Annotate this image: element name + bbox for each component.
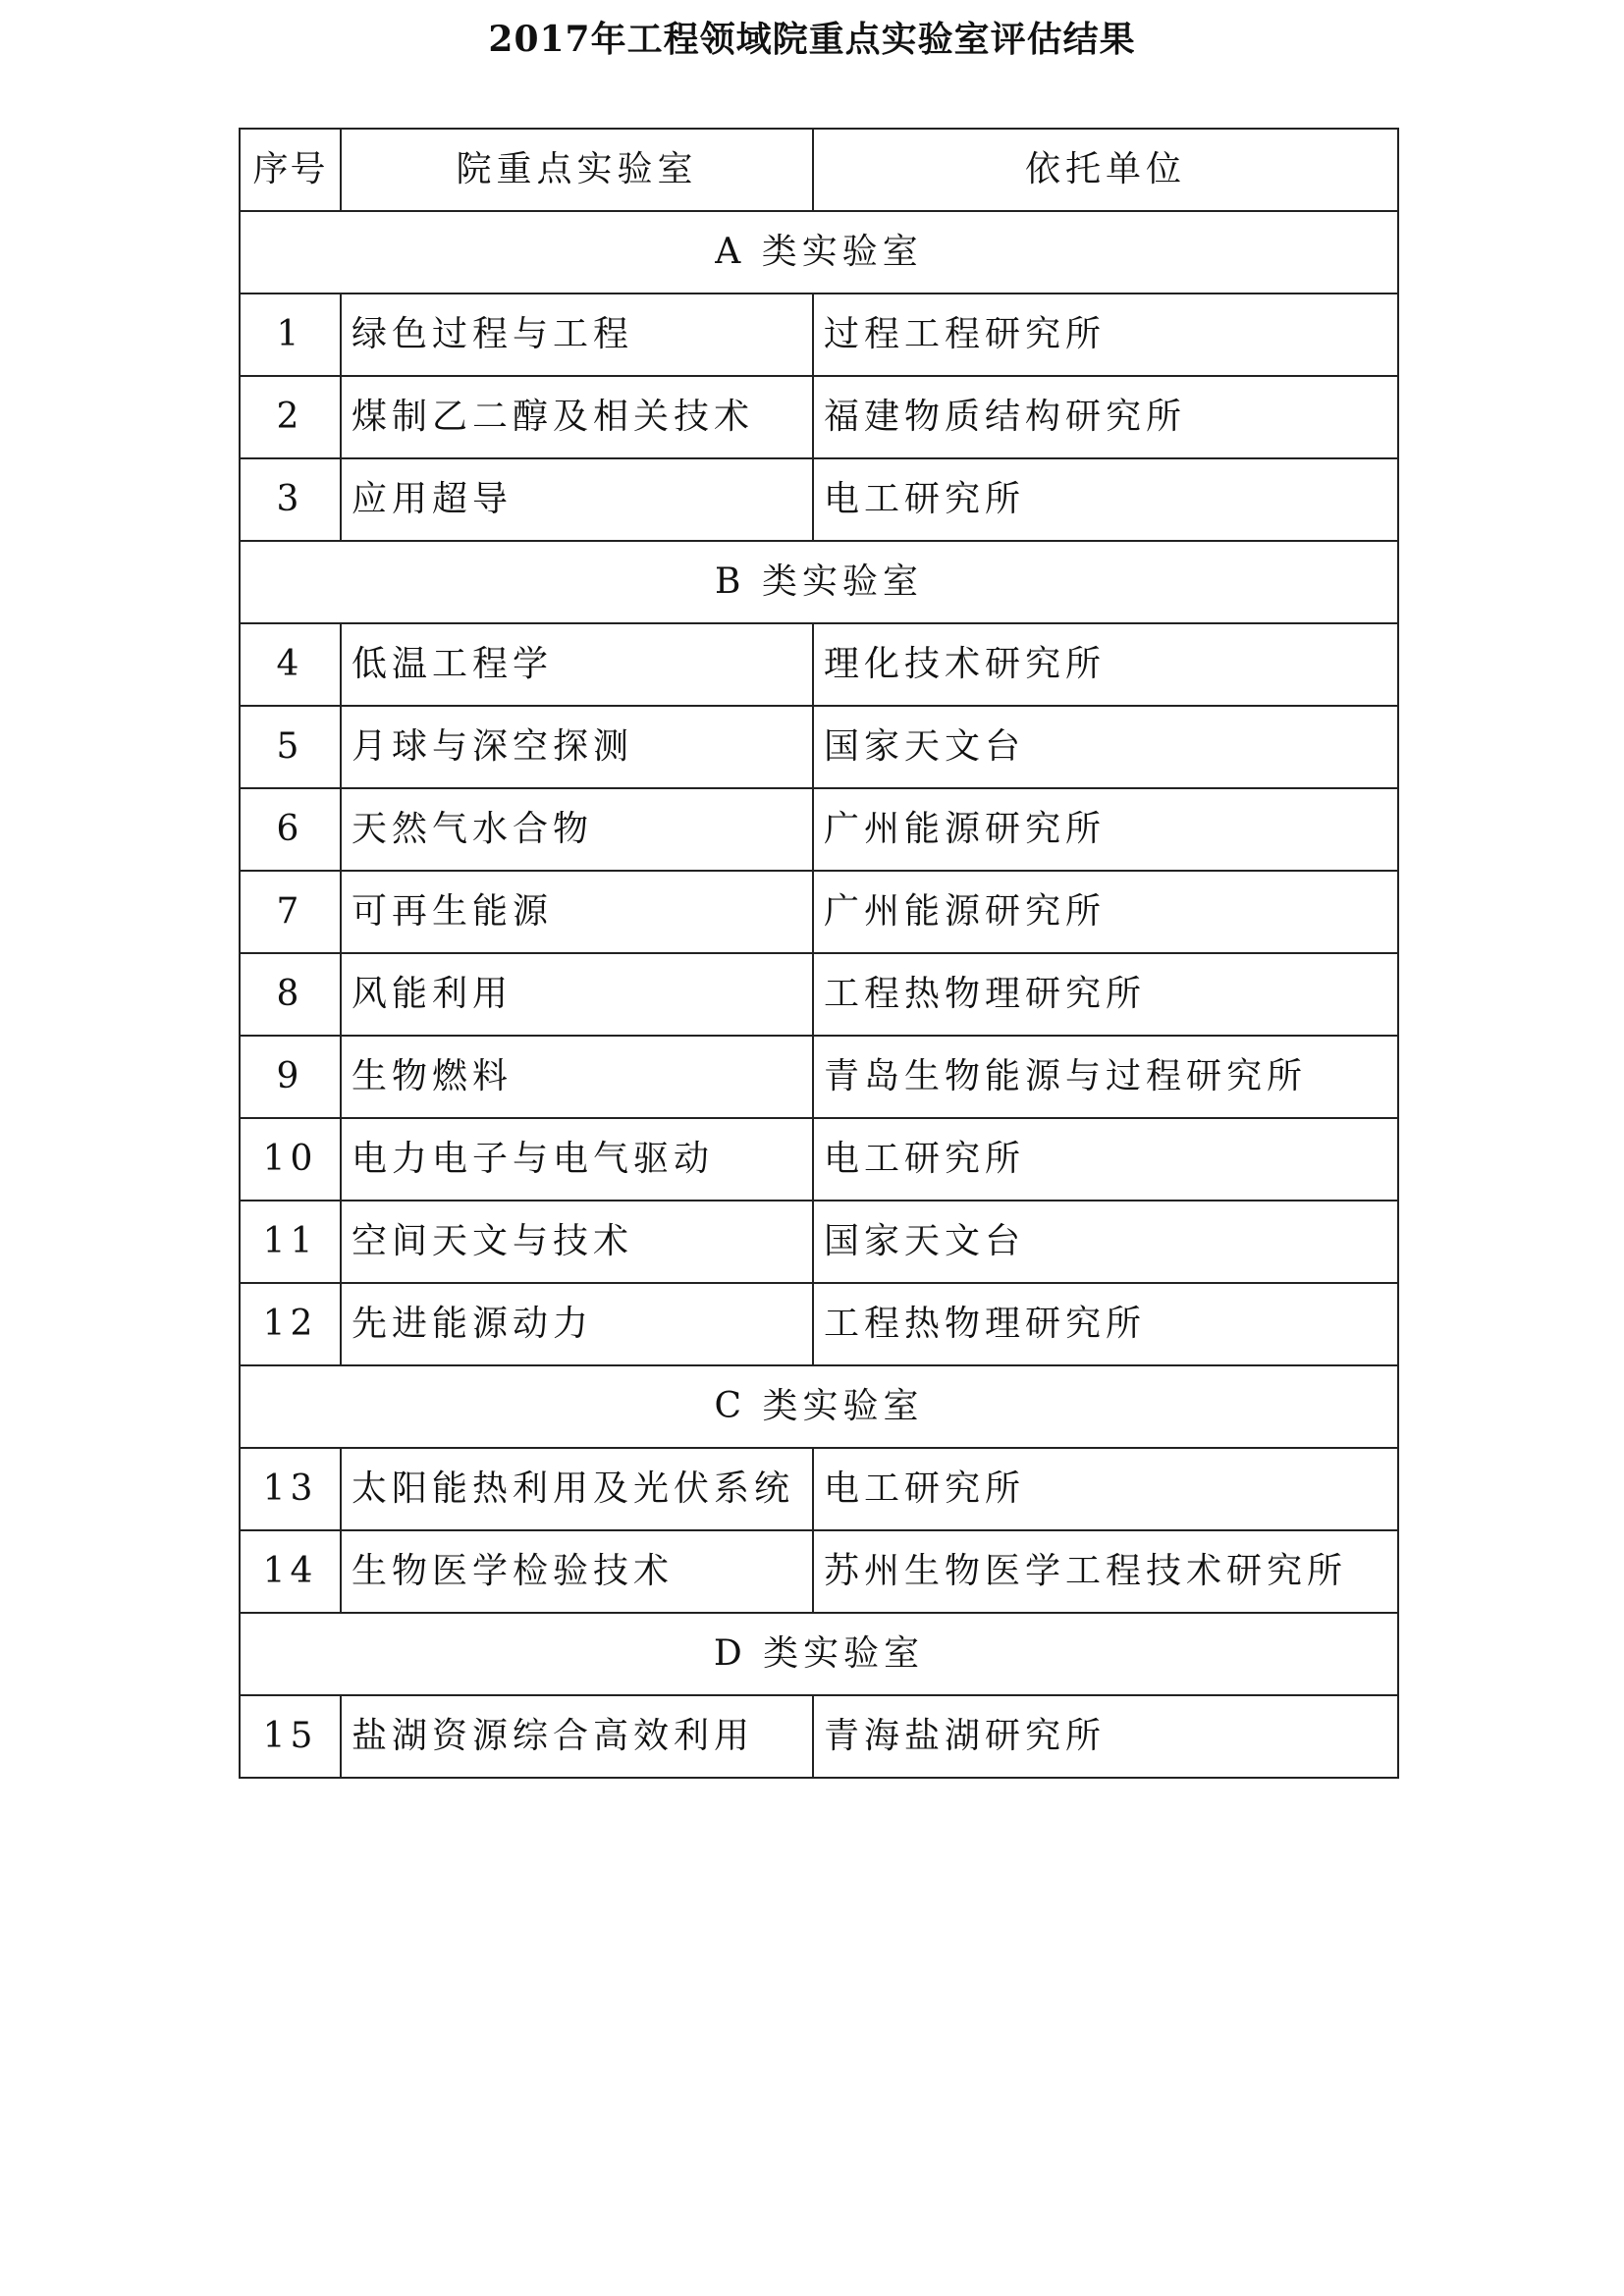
institution-name: 青岛生物能源与过程研究所 (813, 1036, 1398, 1118)
header-institution: 依托单位 (813, 129, 1398, 211)
page-title: 2017年工程领域院重点实验室评估结果 (488, 19, 1136, 60)
header-row (240, 129, 1398, 211)
table-row (240, 953, 1398, 1036)
header-laboratory: 院重点实验室 (341, 129, 813, 211)
laboratory-name: 空间天文与技术 (341, 1201, 813, 1283)
row-number: 13 (240, 1448, 341, 1530)
row-number: 6 (240, 788, 341, 871)
institution-name: 苏州生物医学工程技术研究所 (813, 1530, 1398, 1613)
section-row (240, 211, 1398, 294)
institution-name: 国家天文台 (813, 1201, 1398, 1283)
table-row (240, 788, 1398, 871)
row-number: 12 (240, 1283, 341, 1365)
laboratory-name: 低温工程学 (341, 623, 813, 706)
section-label: A 类实验室 (240, 211, 1398, 294)
institution-name: 电工研究所 (813, 1448, 1398, 1530)
institution-name: 广州能源研究所 (813, 871, 1398, 953)
institution-name: 过程工程研究所 (813, 294, 1398, 376)
row-number: 5 (240, 706, 341, 788)
laboratory-name: 先进能源动力 (341, 1283, 813, 1365)
institution-name: 青海盐湖研究所 (813, 1695, 1398, 1778)
laboratory-name: 煤制乙二醇及相关技术 (341, 376, 813, 458)
section-label: B 类实验室 (240, 541, 1398, 623)
laboratory-name: 绿色过程与工程 (341, 294, 813, 376)
table-row (240, 1283, 1398, 1365)
section-label: D 类实验室 (240, 1613, 1398, 1695)
row-number: 15 (240, 1695, 341, 1778)
header-number: 序号 (240, 129, 341, 211)
laboratory-name: 可再生能源 (341, 871, 813, 953)
institution-name: 广州能源研究所 (813, 788, 1398, 871)
institution-name: 工程热物理研究所 (813, 953, 1398, 1036)
laboratory-name: 风能利用 (341, 953, 813, 1036)
row-number: 8 (240, 953, 341, 1036)
institution-name: 电工研究所 (813, 1118, 1398, 1201)
table-row (240, 871, 1398, 953)
row-number: 14 (240, 1530, 341, 1613)
laboratory-name: 生物燃料 (341, 1036, 813, 1118)
laboratory-name: 生物医学检验技术 (341, 1530, 813, 1613)
section-label: C 类实验室 (240, 1365, 1398, 1448)
section-row (240, 1365, 1398, 1448)
institution-name: 电工研究所 (813, 458, 1398, 541)
row-number: 3 (240, 458, 341, 541)
table-row (240, 458, 1398, 541)
laboratory-name: 应用超导 (341, 458, 813, 541)
table-row (240, 1448, 1398, 1530)
table-row (240, 1118, 1398, 1201)
table-row (240, 706, 1398, 788)
evaluation-results-table (239, 128, 1399, 1779)
row-number: 9 (240, 1036, 341, 1118)
laboratory-name: 盐湖资源综合高效利用 (341, 1695, 813, 1778)
row-number: 7 (240, 871, 341, 953)
row-number: 10 (240, 1118, 341, 1201)
laboratory-name: 天然气水合物 (341, 788, 813, 871)
institution-name: 工程热物理研究所 (813, 1283, 1398, 1365)
table-row (240, 1036, 1398, 1118)
table-row (240, 1695, 1398, 1778)
institution-name: 国家天文台 (813, 706, 1398, 788)
row-number: 11 (240, 1201, 341, 1283)
laboratory-name: 电力电子与电气驱动 (341, 1118, 813, 1201)
row-number: 4 (240, 623, 341, 706)
section-row (240, 1613, 1398, 1695)
laboratory-name: 月球与深空探测 (341, 706, 813, 788)
row-number: 2 (240, 376, 341, 458)
institution-name: 理化技术研究所 (813, 623, 1398, 706)
table-row (240, 376, 1398, 458)
table-row (240, 1530, 1398, 1613)
table-row (240, 1201, 1398, 1283)
institution-name: 福建物质结构研究所 (813, 376, 1398, 458)
section-row (240, 541, 1398, 623)
table-row (240, 294, 1398, 376)
row-number: 1 (240, 294, 341, 376)
laboratory-name: 太阳能热利用及光伏系统 (341, 1448, 813, 1530)
table-row (240, 623, 1398, 706)
